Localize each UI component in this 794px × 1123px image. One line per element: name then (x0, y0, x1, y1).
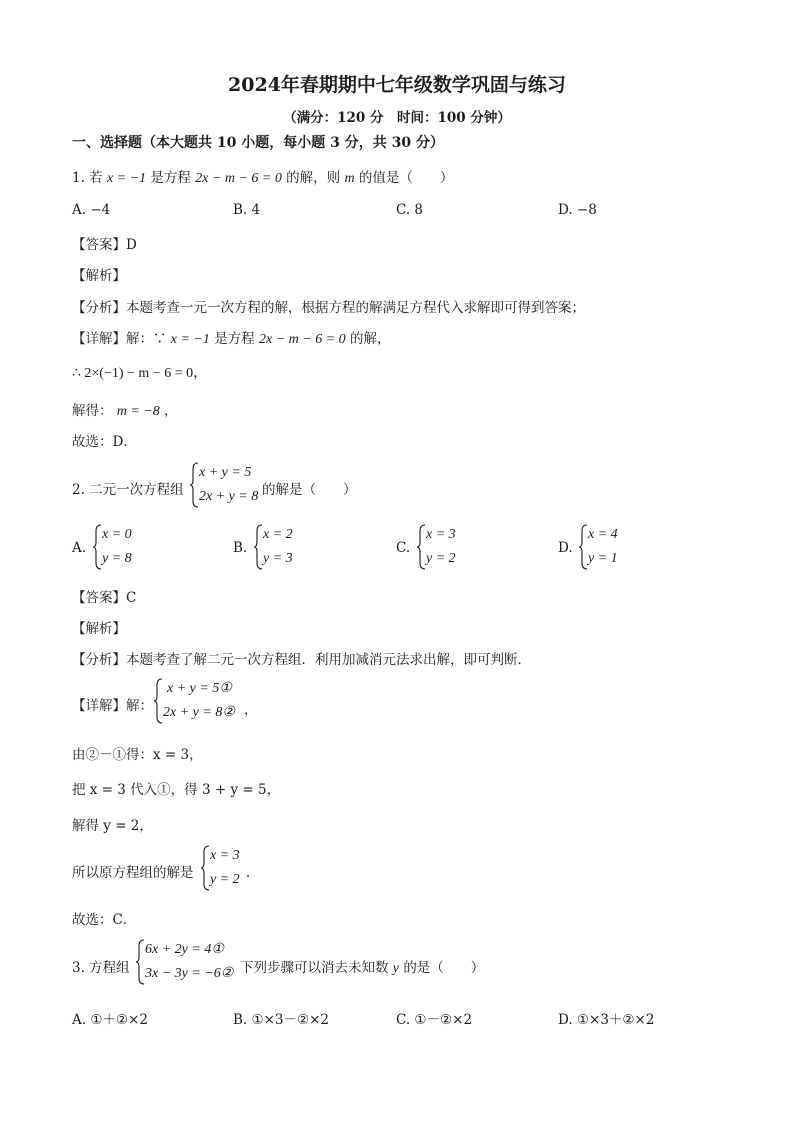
brace-icon (92, 524, 102, 570)
q2-step1: 由②－①得：x = 3， (72, 747, 203, 763)
q3-option-c: C. ①－②×2 (396, 1012, 473, 1028)
q1-detail-equation: 2x − m − 6 = 0 (259, 332, 346, 347)
brace-icon (416, 524, 426, 570)
q2-stem-prefix: 2. 二元一次方程组 (72, 482, 184, 498)
brace-icon (253, 524, 263, 570)
q2-step4-prefix: 所以原方程组的解是 (72, 865, 194, 881)
q2-system-row1: x + y = 5 (199, 465, 252, 480)
brace-icon (200, 845, 210, 891)
q2-detail-row1: x + y = 5① (167, 681, 232, 696)
q1-detail-suffix: 的解， (349, 331, 391, 347)
q1-detail-prefix: 【详解】解：∵ (72, 331, 167, 347)
q1-step1: ∴ 2×(−1) − m − 6 = 0， (72, 366, 208, 381)
q2-option-b (253, 524, 293, 570)
q1-stem (72, 166, 453, 187)
q2-system (189, 462, 258, 508)
q2-analysis-head: 【解析】 (72, 621, 126, 637)
q1-option-b: B. 4 (233, 202, 261, 218)
q2-detail-system (153, 678, 235, 724)
q2-step4-system (200, 845, 240, 891)
q2-step4-row2: y = 2 (210, 872, 240, 887)
q3-stem-tail (240, 956, 484, 977)
q2-step3: 解得 y = 2， (72, 818, 153, 834)
q1-detail-condition: x = −1 (170, 332, 210, 347)
q2-option-c (416, 524, 456, 570)
q3-stem-suffix: 下列步骤可以消去未知数 (240, 960, 389, 976)
q2-detail-prefix: 【详解】解： (72, 698, 153, 714)
q2-detail-suffix: ， (244, 702, 258, 718)
q3-stem-prefix: 3. 方程组 (72, 960, 130, 976)
q2-step2: 把 x = 3 代入①，得 3 + y = 5， (72, 782, 281, 798)
q2-option-a-row2: y = 8 (102, 551, 132, 566)
q1-stem-mid2: 的解，则 (286, 170, 341, 186)
q2-option-d (578, 524, 618, 570)
q3-option-b: B. ①×3－②×2 (233, 1012, 330, 1028)
q2-option-b-row1: x = 2 (263, 527, 293, 542)
q1-analysis-head: 【解析】 (72, 268, 126, 284)
q2-option-c-row2: y = 2 (426, 551, 456, 566)
q1-detail-mid: 是方程 (214, 331, 255, 347)
brace-icon (153, 678, 163, 724)
section-heading: 一、选择题（本大题共 10 小题，每小题 3 分，共 30 分） (72, 135, 444, 151)
q1-condition: x = −1 (106, 171, 147, 186)
q1-option-a: A. −4 (72, 202, 111, 218)
q2-option-a-label: A. (72, 540, 87, 556)
q1-step2-suffix: ， (164, 403, 178, 419)
q2-option-d-label: D. (558, 540, 573, 556)
q2-stem-suffix: 的解是（ ） (262, 482, 357, 498)
page-title: 2024年春期期中七年级数学巩固与练习 (228, 74, 566, 96)
q2-option-b-row2: y = 3 (263, 551, 293, 566)
q1-stem-prefix: 1. 若 (72, 170, 103, 186)
q2-option-c-row1: x = 3 (426, 527, 456, 542)
q2-option-b-label: B. (233, 540, 248, 556)
q2-option-c-label: C. (396, 540, 411, 556)
q3-system (135, 939, 233, 985)
q1-equation: 2x − m − 6 = 0 (195, 171, 282, 186)
q2-choose: 故选：C． (72, 912, 137, 928)
q3-option-d: D. ①×3＋②×2 (558, 1012, 655, 1028)
q1-choose: 故选：D． (72, 434, 137, 450)
q2-step4-row1: x = 3 (210, 848, 240, 863)
q2-option-a (92, 524, 132, 570)
q2-system-row2: 2x + y = 8 (199, 489, 259, 504)
brace-icon (578, 524, 588, 570)
q1-step2-prefix: 解得： (72, 403, 113, 419)
q2-detail-row2: 2x + y = 8② (163, 705, 235, 720)
q2-step4-suffix: ． (246, 865, 260, 881)
q2-option-a-row1: x = 0 (102, 527, 132, 542)
q1-stem-suffix: 的值是（ ） (358, 170, 454, 186)
q3-option-a: A. ①＋②×2 (72, 1012, 148, 1028)
q3-stem-end: 的是（ ） (403, 960, 485, 976)
page-subtitle: （满分：120 分 时间：100 分钟） (283, 110, 511, 126)
q1-step2 (72, 399, 178, 420)
q1-analysis: 【分析】本题考查一元一次方程的解，根据方程的解满足方程代入求解即可得到答案； (72, 300, 585, 316)
q2-option-d-row1: x = 4 (588, 527, 618, 542)
q1-step2-equation: m = −8 (116, 404, 160, 419)
q2-analysis: 【分析】本题考查了解二元一次方程组．利用加减消元法求出解，即可判断． (72, 652, 531, 668)
q1-stem-mid: 是方程 (150, 170, 191, 186)
brace-icon (189, 462, 199, 508)
brace-icon (135, 939, 145, 985)
q2-option-d-row2: y = 1 (588, 551, 618, 566)
q3-variable: y (392, 961, 400, 976)
q1-detail (72, 327, 390, 348)
q2-answer: 【答案】C (72, 590, 137, 606)
q1-answer: 【答案】D (72, 237, 137, 253)
q3-system-row1: 6x + 2y = 4① (145, 942, 224, 957)
q3-system-row2: 3x − 3y = −6② (145, 966, 234, 981)
q1-option-c: C. 8 (396, 202, 424, 218)
q1-option-d: D. −8 (558, 202, 597, 218)
q1-variable: m (344, 171, 355, 186)
